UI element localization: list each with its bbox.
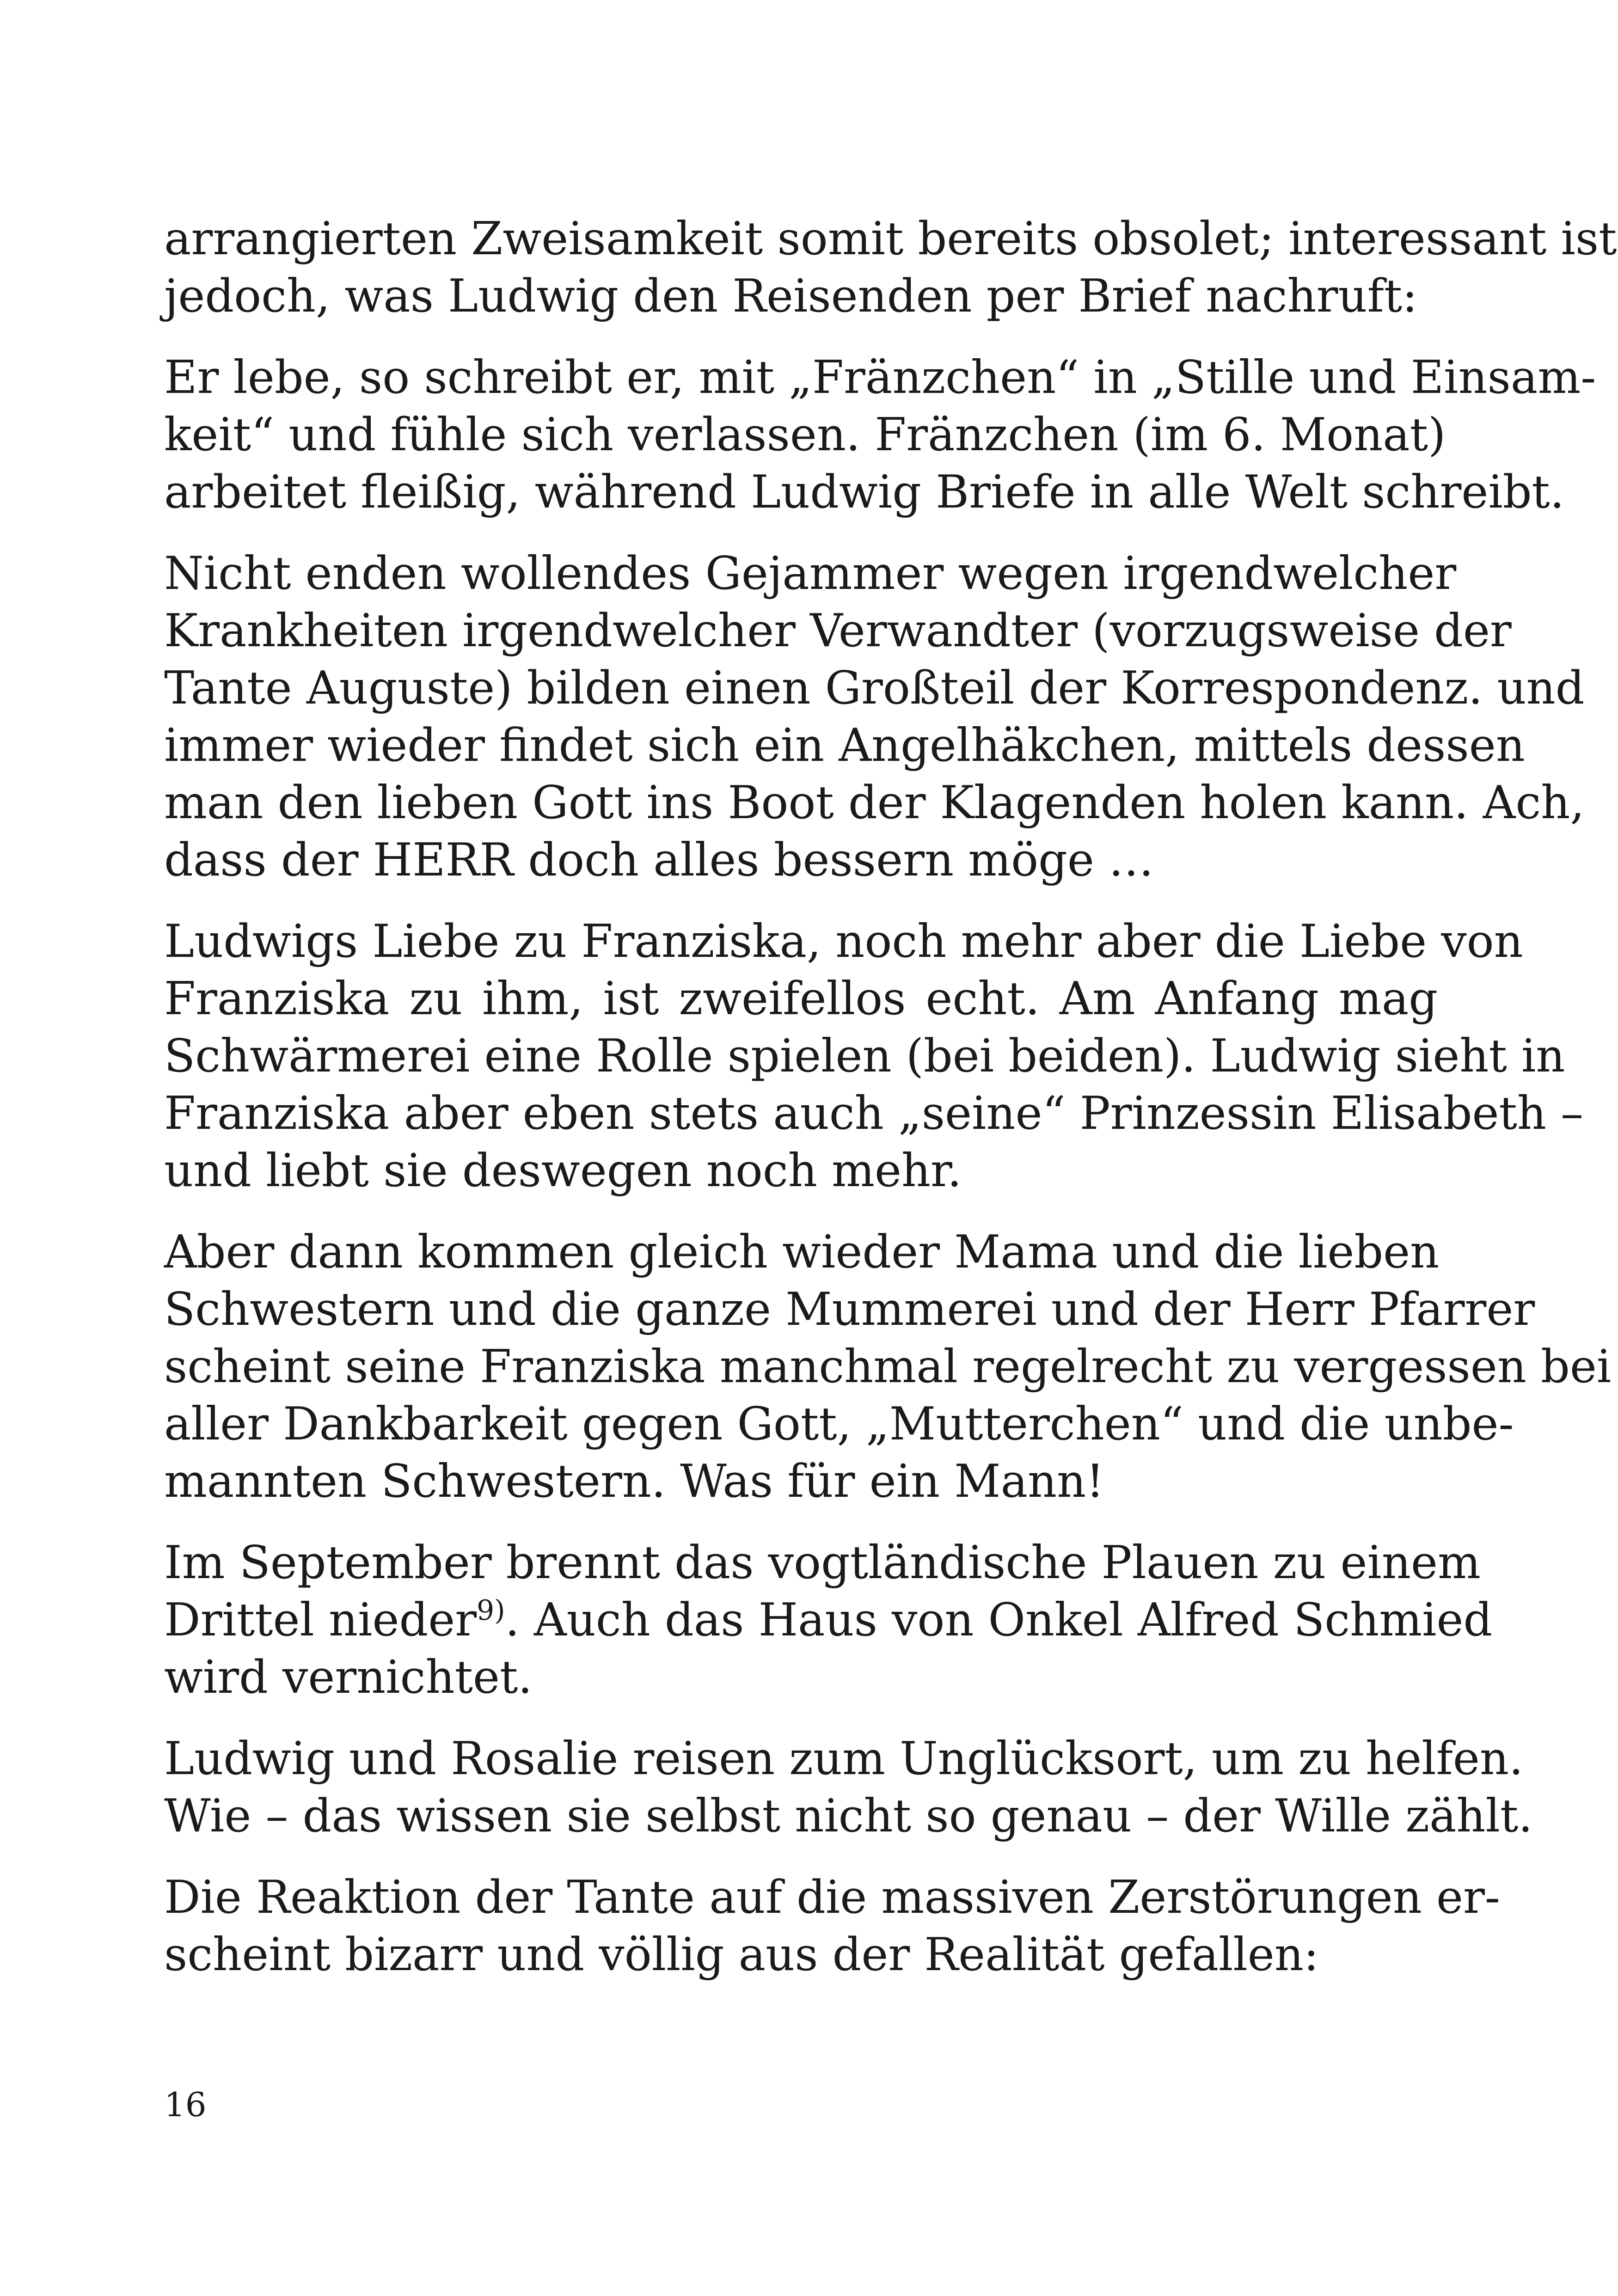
footnote-marker[interactable]: 9) bbox=[477, 1594, 505, 1627]
text-line: Wie – das wissen sie selbst nicht so genau – der Wille zählt. bbox=[164, 1790, 1533, 1843]
text-line: keit“ und fühle sich verlassen. Fränzchen (im 6. Monat) bbox=[164, 409, 1446, 461]
text-line: wird vernichtet. bbox=[164, 1651, 533, 1704]
text-line: scheint bizarr und völlig aus der Realität gefallen: bbox=[164, 1929, 1319, 1981]
paragraph-4 bbox=[164, 913, 1584, 1200]
text-line: Krankheiten irgendwelcher Verwandter (vorzugsweise der bbox=[164, 605, 1512, 657]
text-line: man den lieben Gott ins Boot der Klagenden holen kann. Ach, bbox=[164, 777, 1585, 829]
text-line: Ludwig und Rosalie reisen zum Unglücksort, um zu helfen. bbox=[164, 1733, 1524, 1785]
text-line: Franziska aber eben stets auch „seine“ Prinzessin Elisabeth – bbox=[164, 1087, 1584, 1140]
text-line: Franziska zu ihm, ist zweifellos echt. Am Anfang mag bbox=[164, 973, 1438, 1025]
text-line-with-footnote bbox=[164, 1592, 1493, 1649]
text-line: Nicht enden wollendes Gejammer wegen irgendwelcher bbox=[164, 547, 1457, 600]
paragraph-2 bbox=[164, 349, 1596, 521]
text-line: mannten Schwestern. Was für ein Mann! bbox=[164, 1455, 1104, 1508]
text-line: arbeitet fleißig, während Ludwig Briefe in alle Welt schreibt. bbox=[164, 466, 1564, 519]
text-line: Er lebe, so schreibt er, mit „Fränzchen“ in „Stille und Einsam- bbox=[164, 351, 1596, 404]
paragraph-6 bbox=[164, 1534, 1493, 1706]
text-line: und liebt sie deswegen noch mehr. bbox=[164, 1145, 962, 1197]
text-segment: Drittel nieder bbox=[164, 1594, 477, 1647]
text-line: Die Reaktion der Tante auf die massiven Zerstörungen er- bbox=[164, 1871, 1500, 1924]
text-line: dass der HERR doch alles bessern möge … bbox=[164, 834, 1154, 887]
text-line: scheint seine Franziska manchmal regelrecht zu vergessen bei bbox=[164, 1341, 1612, 1393]
page-number: 16 bbox=[164, 2085, 207, 2124]
text-line: Ludwigs Liebe zu Franziska, noch mehr aber die Liebe von bbox=[164, 915, 1523, 968]
paragraph-1 bbox=[164, 210, 1617, 325]
text-line: jedoch, was Ludwig den Reisenden per Brief nachruft: bbox=[164, 270, 1418, 323]
text-line: Schwestern und die ganze Mummerei und der Herr Pfarrer bbox=[164, 1283, 1535, 1336]
text-segment: . Auch das Haus von Onkel Alfred Schmied bbox=[505, 1594, 1493, 1647]
text-line: immer wieder findet sich ein Angelhäkchen, mittels dessen bbox=[164, 719, 1525, 772]
text-line: Im September brennt das vogtländische Plauen zu einem bbox=[164, 1537, 1481, 1589]
text-line: Aber dann kommen gleich wieder Mama und die lieben bbox=[164, 1226, 1440, 1279]
body-text bbox=[164, 210, 1617, 2008]
text-line: Schwärmerei eine Rolle spielen (bei beiden). Ludwig sieht in bbox=[164, 1030, 1565, 1083]
paragraph-5 bbox=[164, 1224, 1612, 1510]
paragraph-7 bbox=[164, 1730, 1533, 1845]
paragraph-3 bbox=[164, 545, 1585, 889]
paragraph-8 bbox=[164, 1869, 1500, 1984]
text-line: Tante Auguste) bilden einen Großteil der Korrespondenz. und bbox=[164, 662, 1585, 715]
text-line: arrangierten Zweisamkeit somit bereits obsolet; interessant ist bbox=[164, 213, 1617, 265]
text-line: aller Dankbarkeit gegen Gott, „Mutterchen“ und die unbe- bbox=[164, 1398, 1514, 1451]
